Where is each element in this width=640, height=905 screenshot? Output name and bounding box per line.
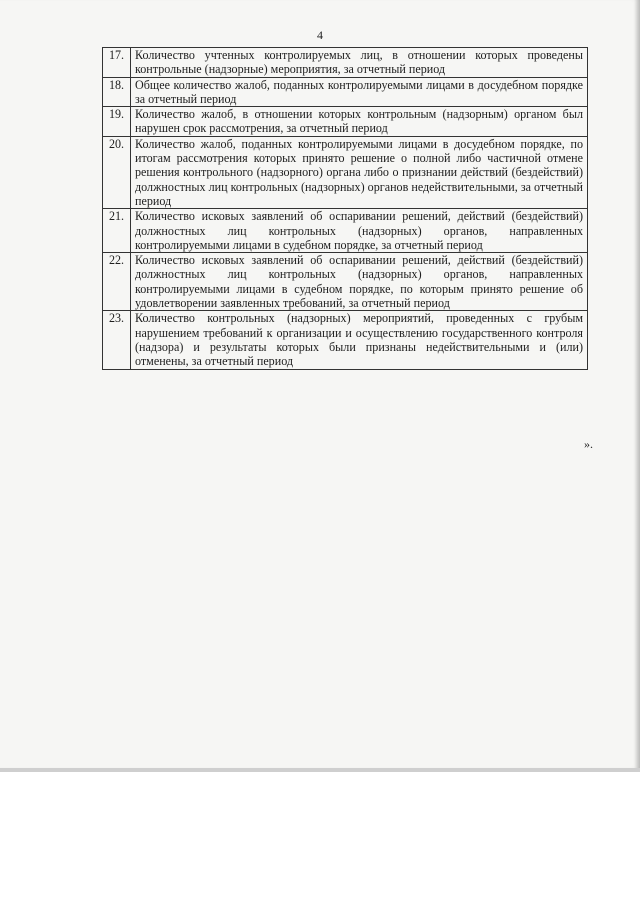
table-row (103, 209, 588, 253)
row-text: Количество исковых заявлений об оспаривании решений, действий (бездействий) должностных лиц контрольных (надзорных) органов, направленных контролируемыми лицами в судебном порядке, за отчетный период (131, 209, 588, 253)
table-row (103, 136, 588, 208)
row-text: Количество жалоб, в отношении которых контрольным (надзорным) органом был нарушен срок рассмотрения, за отчетный период (131, 107, 588, 137)
row-number: 22. (103, 253, 131, 311)
table-row (103, 48, 588, 78)
table-row (103, 253, 588, 311)
row-number: 20. (103, 136, 131, 208)
indicator-table (102, 47, 588, 370)
row-number: 17. (103, 48, 131, 78)
row-number: 21. (103, 209, 131, 253)
table-row (103, 107, 588, 137)
table-row (103, 77, 588, 107)
closing-quote-mark: ». (584, 437, 593, 451)
row-text: Количество исковых заявлений об оспаривании решений, действий (бездействий) должностных лиц контрольных (надзорных) органов, направленных контролируемыми лицами в судебном порядке, по которым принято решение об удовлетворении заявленных требований, за отчетный период (131, 253, 588, 311)
row-number: 23. (103, 311, 131, 369)
table-row (103, 311, 588, 369)
row-text: Количество учтенных контролируемых лиц, в отношении которых проведены контрольные (надзорные) мероприятия, за отчетный период (131, 48, 588, 78)
row-text: Общее количество жалоб, поданных контролируемыми лицами в досудебном порядке за отчетный период (131, 77, 588, 107)
row-text: Количество жалоб, поданных контролируемыми лицами в досудебном порядке, по итогам рассмотрения которых принято решение о полной либо частичной отмене решения контрольного (надзорного) органа либо о признании действий (бездействий) должностных лиц контрольных (надзорных) органов недействительными, за отчетный период (131, 136, 588, 208)
row-number: 19. (103, 107, 131, 137)
row-number: 18. (103, 77, 131, 107)
page-number: 4 (317, 28, 323, 42)
row-text: Количество контрольных (надзорных) мероприятий, проведенных с грубым нарушением требований к организации и осуществлению государственного контроля (надзора) и результаты которых были признаны недействительными и (или) отменены, за отчетный период (131, 311, 588, 369)
